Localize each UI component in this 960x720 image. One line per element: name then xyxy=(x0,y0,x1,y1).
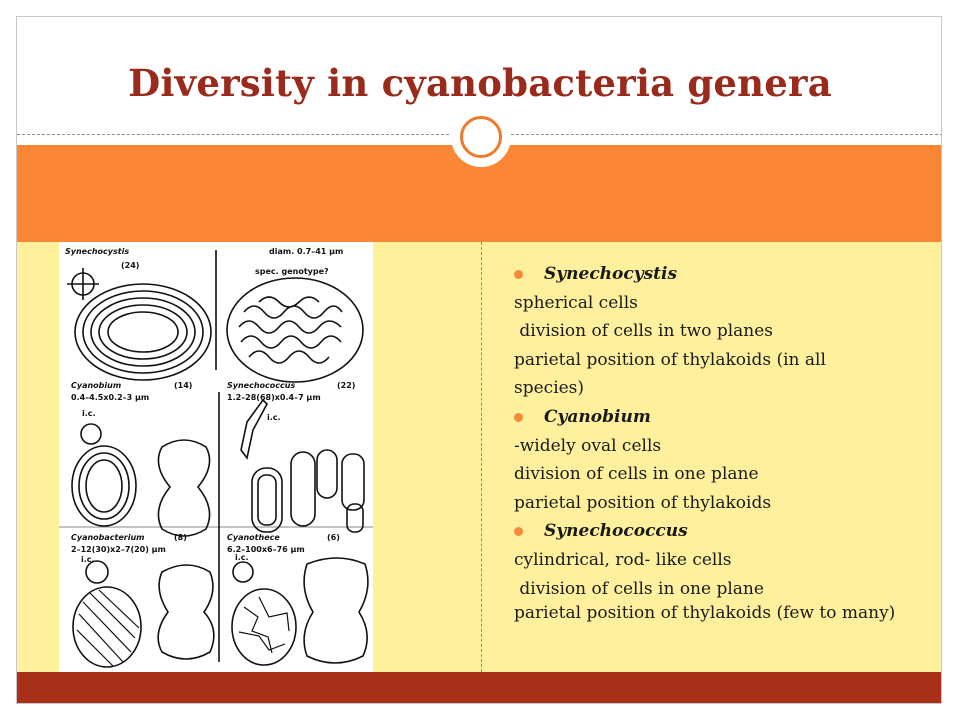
synechococcus-rod-cell xyxy=(258,475,276,525)
genus-name: Synechocystis xyxy=(544,264,678,284)
description-line: cylindrical, rod- like cells xyxy=(514,549,732,570)
synechococcus-small-cell xyxy=(241,400,267,458)
footer-band xyxy=(17,672,942,704)
synechocystis-cell-drawing xyxy=(75,284,211,380)
genus-name: Cyanobium xyxy=(544,406,651,427)
figure-label: (22) xyxy=(337,381,356,390)
synechococcus-rod-cell xyxy=(342,454,364,510)
description-line: division of cells in one plane xyxy=(514,464,759,485)
cyanobacterium-small-cell xyxy=(86,561,108,583)
column-divider xyxy=(481,242,482,672)
figure-label: i.c. xyxy=(267,413,281,422)
description-line: parietal position of thylakoids (in all xyxy=(514,349,826,370)
figure-label: (8) xyxy=(174,533,187,542)
ring-icon xyxy=(460,116,502,158)
figure-label: 6.2–100x6–76 μm xyxy=(227,545,305,554)
figure-label: 2–12(30)x2–7(20) μm xyxy=(71,545,166,554)
synechocystis-thylakoid-drawing xyxy=(227,278,363,382)
description-line: spherical cells xyxy=(514,292,638,313)
description-line: species) xyxy=(514,378,585,399)
figure-label: diam. 0.7–41 μm xyxy=(269,247,344,256)
bullet-icon xyxy=(514,527,523,536)
figure-label: i.c. xyxy=(235,553,249,562)
figure-drawing xyxy=(59,242,373,672)
cyanobium-small-cell xyxy=(81,424,101,444)
figure-label: Cyanobacterium xyxy=(71,533,145,542)
thylakoid-texture xyxy=(77,590,289,666)
bullet-item xyxy=(514,517,934,546)
cyanothece-dividing-cell xyxy=(304,558,368,663)
cyanobacteria-figure xyxy=(59,242,373,672)
figure-label: 0.4–4.5x0.2–3 μm xyxy=(71,393,150,402)
figure-label: i.c. xyxy=(82,409,96,418)
figure-label: Synechococcus xyxy=(227,381,296,390)
description-list xyxy=(514,260,934,623)
slide-title: Diversity in cyanobacteria genera xyxy=(128,61,832,105)
cyanothece-small-cell xyxy=(233,562,253,582)
figure-label: (6) xyxy=(327,533,340,542)
description-line: parietal position of thylakoids (few to many) xyxy=(514,603,896,624)
cyanothece-cell xyxy=(232,589,296,665)
synechococcus-rod-cell xyxy=(252,468,282,532)
cyanobium-dividing-cell xyxy=(158,440,209,536)
figure-label: 1.2–28(68)x0.4–7 μm xyxy=(227,393,321,402)
description-line: division of cells in two planes xyxy=(514,321,774,342)
bullet-icon xyxy=(514,270,523,279)
cyanobacterium-dividing-cell xyxy=(158,565,214,659)
bullet-icon xyxy=(514,413,523,422)
figure-label: Cyanothece xyxy=(227,533,280,542)
content-area xyxy=(17,242,942,672)
figure-label: spec. genotype? xyxy=(255,267,329,276)
figure-label: (14) xyxy=(174,381,193,390)
figure-label: i.c. xyxy=(81,555,95,564)
figure-label: Cyanobium xyxy=(71,381,122,390)
figure-label: Synechocystis xyxy=(65,247,130,256)
figure-label: (24) xyxy=(121,261,140,270)
synechococcus-rod-cell xyxy=(317,450,337,498)
description-line: parietal position of thylakoids xyxy=(514,492,772,513)
synechococcus-rod-cell xyxy=(291,452,315,526)
slide xyxy=(16,16,942,704)
description-line: -widely oval cells xyxy=(514,435,662,456)
genus-name: Synechococcus xyxy=(544,521,688,542)
cyanobium-cell-drawing xyxy=(72,446,136,526)
bullet-item xyxy=(514,403,934,432)
bullet-item xyxy=(514,260,934,289)
description-line: division of cells in one plane xyxy=(514,578,764,599)
